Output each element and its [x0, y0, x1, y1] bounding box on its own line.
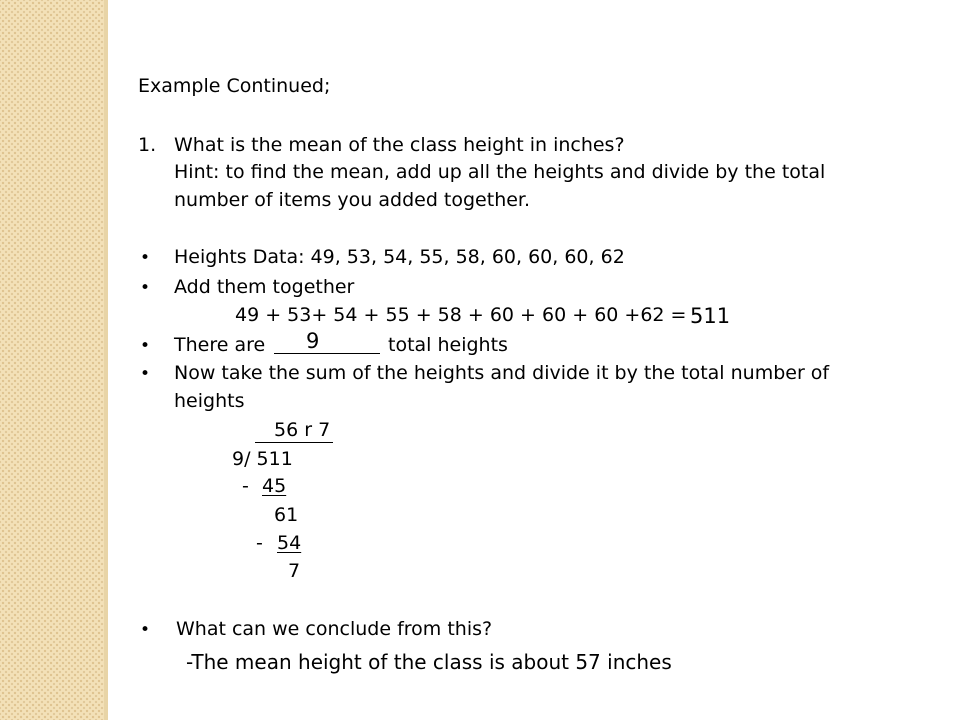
hint-line-2: number of items you added together. [174, 189, 531, 211]
subtract-sign-1: - [242, 475, 249, 497]
bullet-marker: • [140, 248, 151, 268]
divide-instruction-line-2: heights [174, 390, 245, 412]
bullet-marker: • [140, 278, 151, 298]
conclude-question: What can we conclude from this? [176, 618, 493, 640]
heights-data-text: Heights Data: 49, 53, 54, 55, 58, 60, 60, 60, 62 [174, 246, 625, 268]
question-number: 1. [138, 134, 157, 156]
remainder-2: 7 [288, 560, 301, 582]
bullet-marker: • [140, 336, 151, 356]
remainder-1: 61 [274, 504, 299, 526]
add-together-text: Add them together [174, 276, 355, 298]
conclusion-text: -The mean height of the class is about 57 inches [186, 650, 672, 674]
sum-answer: 511 [690, 304, 731, 328]
decorative-side-strip [0, 0, 104, 720]
hint-line-1: Hint: to find the mean, add up all the heights and divide by the total [174, 161, 826, 183]
count-answer: 9 [306, 329, 320, 353]
there-are-text: There are [174, 334, 266, 356]
sum-expression: 49 + 53+ 54 + 55 + 58 + 60 + 60 + 60 +62 = [235, 304, 687, 326]
slide-heading: Example Continued; [138, 75, 331, 97]
count-blank-line [274, 353, 380, 354]
decorative-side-edge [104, 0, 108, 720]
divide-instruction-line-1: Now take the sum of the heights and divide it by the total number of [174, 362, 830, 384]
question-text: What is the mean of the class height in inches? [174, 134, 625, 156]
division-quotient: 56 r 7 [274, 419, 331, 441]
bullet-marker: • [140, 364, 151, 384]
subtract-value-1: 45 [262, 475, 287, 497]
subtract-value-2: 54 [277, 532, 302, 554]
division-divisor-dividend: 9/ 511 [232, 448, 293, 470]
total-heights-text: total heights [388, 334, 508, 356]
subtract-sign-2: - [256, 532, 263, 554]
bullet-marker: • [140, 620, 151, 640]
division-bar [255, 442, 333, 443]
